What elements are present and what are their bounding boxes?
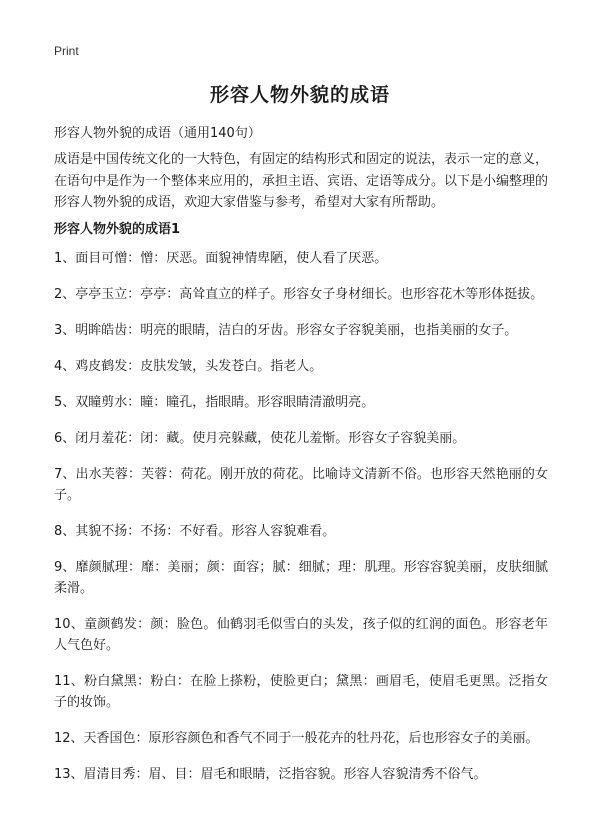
intro-paragraph: 成语是中国传统文化的一大特色，有固定的结构形式和固定的说法，表示一定的意义，在语句中是作为一个整体来应用的，承担主语、宾语、定语等成分。以下是小编整理的形容人物外貌的成语，欢迎大家借鉴与参考，希望对大家有所帮助。: [54, 152, 549, 210]
section-heading: 形容人物外貌的成语1: [54, 222, 181, 237]
print-label[interactable]: Print: [54, 44, 79, 58]
idiom-entry: 8、其貌不扬：不扬：不好看。形容人容貌难看。: [54, 524, 336, 539]
idiom-entry: 3、明眸皓齿：明亮的眼睛，洁白的牙齿。形容女子容貌美丽，也指美丽的女子。: [54, 323, 518, 338]
idiom-entry: 10、童颜鹤发：颜：脸色。仙鹤羽毛似雪白的头发，孩子似的红润的面色。形容老年人气色好。: [54, 617, 548, 653]
idiom-entry: 11、粉白黛黑：粉白：在脸上搽粉，使脸更白；黛黑：画眉毛，使眉毛更黑。泛指女子的妆饰。: [54, 674, 548, 710]
idiom-entry: 5、双瞳剪水：瞳：瞳孔，指眼睛。形容眼睛清澈明亮。: [54, 395, 375, 410]
idiom-list: [54, 248, 548, 800]
document-subtitle: 形容人物外貌的成语（通用140句）: [54, 126, 261, 141]
idiom-entry: 6、闭月羞花：闭：藏。使月亮躲藏，使花儿羞惭。形容女子容貌美丽。: [54, 431, 466, 446]
idiom-entry: 2、亭亭玉立：亭亭：高耸直立的样子。形容女子身材细长。也形容花木等形体挺拔。: [54, 287, 544, 302]
idiom-entry: 12、天香国色：原形容颜色和香气不同于一般花卉的牡丹花，后也形容女子的美丽。: [54, 731, 539, 746]
idiom-entry: 7、出水芙蓉：芙蓉：荷花。刚开放的荷花。比喻诗文清新不俗。也形容天然艳丽的女子。: [54, 467, 548, 503]
idiom-entry: 13、眉清目秀：眉、目：眉毛和眼睛，泛指容貌。形容人容貌清秀不俗气。: [54, 767, 487, 782]
page-title: 形容人物外貌的成语: [209, 84, 390, 106]
idiom-entry: 4、鸡皮鹤发：皮肤发皱，头发苍白。指老人。: [54, 359, 323, 374]
idiom-entry: 1、面目可憎：憎：厌恶。面貌神情卑陋，使人看了厌恶。: [54, 251, 388, 266]
idiom-entry: 9、靡颜腻理：靡：美丽；颜：面容；腻：细腻；理：肌理。形容容貌美丽，皮肤细腻柔滑。: [54, 560, 548, 596]
